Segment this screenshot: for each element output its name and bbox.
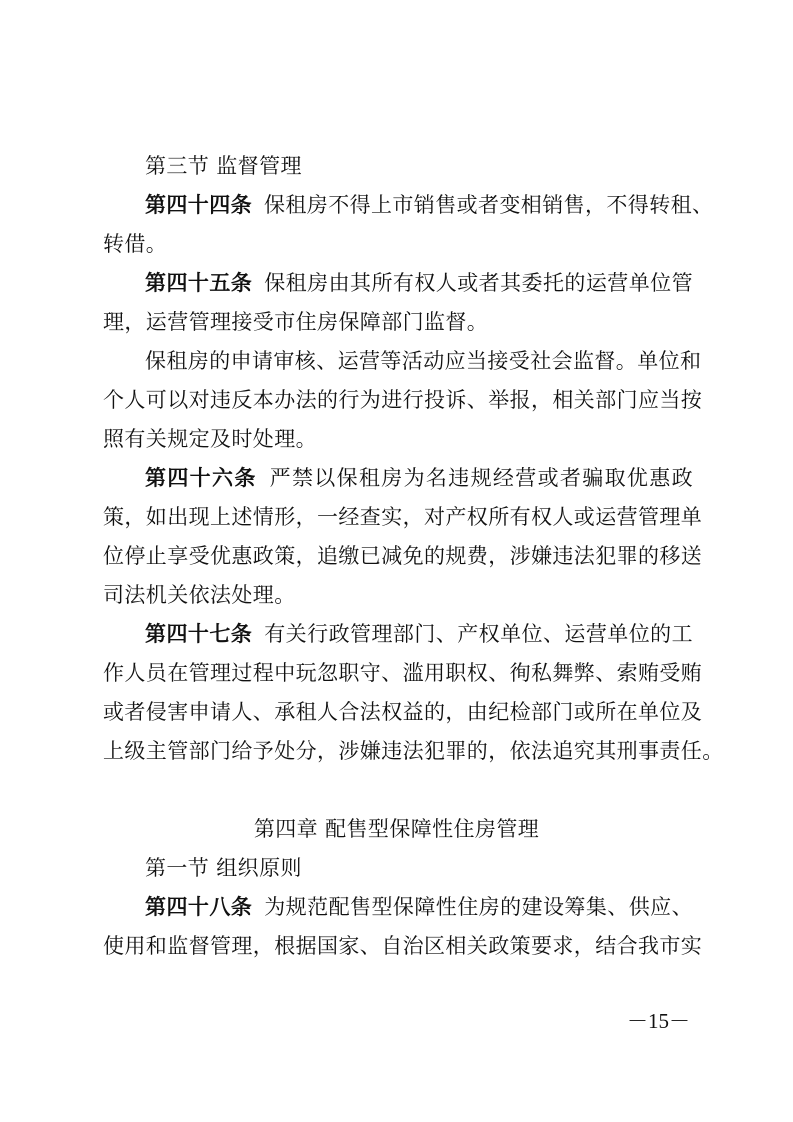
article-48-line-2: 使用和监督管理，根据国家、自治区相关政策要求，结合我市实 xyxy=(103,934,703,958)
article-46-line-4: 司法机关依法处理。 xyxy=(103,583,296,607)
article-44-text-1: 保租房不得上市销售或者变相销售，不得转租、 xyxy=(264,193,714,217)
chapter-4-heading: 第四章 配售型保障性住房管理 xyxy=(253,817,540,841)
article-47-label: 第四十七条 xyxy=(145,622,253,646)
page-number: －15－ xyxy=(627,1009,690,1033)
article-47-line-1 xyxy=(145,619,693,649)
section-3-title: 第三节 监督管理 xyxy=(145,154,302,178)
article-48-label: 第四十八条 xyxy=(145,895,253,919)
article-46-label: 第四十六条 xyxy=(145,466,257,490)
article-45-para2-line-1: 保租房的申请审核、运营等活动应当接受社会监督。单位和 xyxy=(145,349,702,373)
article-46-line-3: 位停止享受优惠政策，追缴已减免的规费，涉嫌违法犯罪的移送 xyxy=(103,544,703,568)
article-45-para2-line-2: 个人可以对违反本办法的行为进行投诉、举报，相关部门应当按 xyxy=(103,388,703,412)
article-45-text-1: 保租房由其所有权人或者其委托的运营单位管 xyxy=(264,271,694,295)
article-44-label: 第四十四条 xyxy=(145,193,252,217)
article-46-text-1: 严禁以保租房为名违规经营或者骗取优惠政 xyxy=(268,466,693,490)
article-45-label: 第四十五条 xyxy=(145,271,253,295)
article-46-line-1 xyxy=(145,463,693,493)
article-44-line-2: 转借。 xyxy=(103,232,168,256)
article-47-text-1: 有关行政管理部门、产权单位、运营单位的工 xyxy=(264,622,694,646)
section-1-title: 第一节 组织原则 xyxy=(145,856,302,880)
article-47-line-2: 作人员在管理过程中玩忽职守、滥用职权、徇私舞弊、索贿受贿 xyxy=(103,661,703,685)
article-45-line-1 xyxy=(145,268,693,298)
article-47-line-4: 上级主管部门给予处分，涉嫌违法犯罪的，依法追究其刑事责任。 xyxy=(103,739,724,763)
article-45-line-2: 理，运营管理接受市住房保障部门监督。 xyxy=(103,310,489,334)
article-47-line-3: 或者侵害申请人、承租人合法权益的，由纪检部门或所在单位及 xyxy=(103,700,703,724)
article-48-line-1 xyxy=(145,892,693,922)
article-48-text-1: 为规范配售型保障性住房的建设筹集、供应、 xyxy=(264,895,694,919)
article-46-line-2: 策，如出现上述情形，一经查实，对产权所有权人或运营管理单 xyxy=(103,505,703,529)
article-44-line-1 xyxy=(145,190,714,220)
article-45-para2-line-3: 照有关规定及时处理。 xyxy=(103,427,317,451)
